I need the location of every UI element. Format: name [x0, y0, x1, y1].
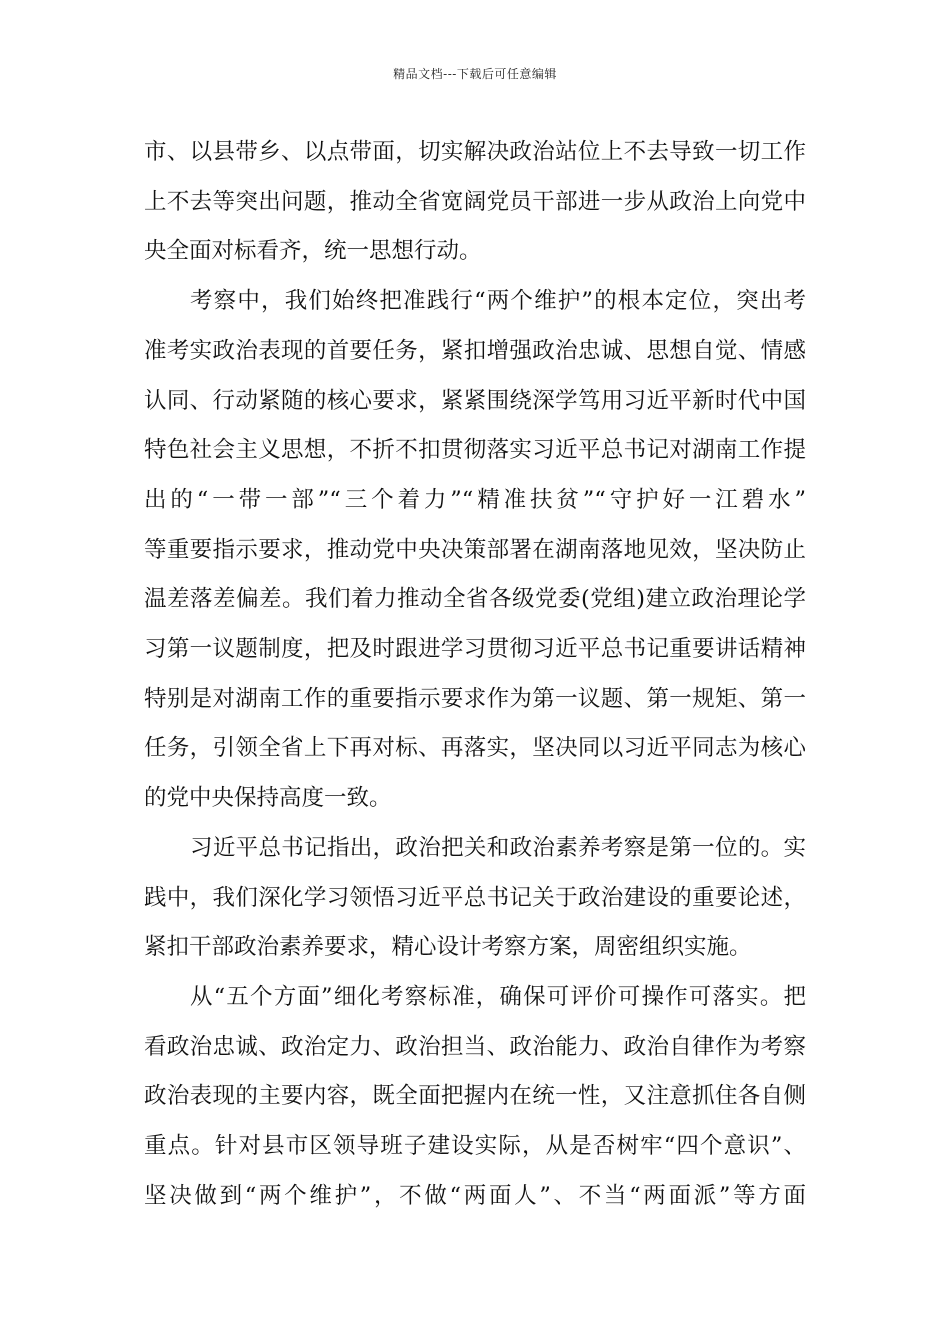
text-line: 认同、行动紧随的核心要求，紧紧围绕深学笃用习近平新时代中国 [144, 388, 806, 414]
text-line: 等重要指示要求，推动党中央决策部署在湖南落地见效，坚决防止 [144, 537, 806, 563]
text-line: 的党中央保持高度一致。 [144, 785, 392, 811]
text-line: 从“五个方面”细化考察标准，确保可评价可操作可落实。把 [190, 984, 806, 1010]
text-line: 习第一议题制度，把及时跟进学习贯彻习近平总书记重要讲话精神 [144, 636, 806, 662]
text-line: 市、以县带乡、以点带面，切实解决政治站位上不去导致一切工作 [144, 139, 806, 165]
text-line: 考察中，我们始终把准践行“两个维护”的根本定位，突出考 [190, 288, 806, 314]
text-line: 温差落差偏差。我们着力推动全省各级党委(党组)建立政治理论学 [144, 586, 806, 612]
text-line: 践中，我们深化学习领悟习近平总书记关于政治建设的重要论述， [144, 885, 806, 911]
text-line: 政治表现的主要内容，既全面把握内在统一性，又注意抓住各自侧 [144, 1083, 806, 1109]
page-header: 精品文档---下载后可任意编辑 [393, 67, 557, 81]
text-line: 上不去等突出问题，推动全省宽阔党员干部进一步从政治上向党中 [144, 189, 806, 215]
text-line: 准考实政治表现的首要任务，紧扣增强政治忠诚、思想自觉、情感 [144, 338, 806, 364]
text-line: 任务，引领全省上下再对标、再落实，坚决同以习近平同志为核心 [144, 735, 806, 761]
text-line: 央全面对标看齐，统一思想行动。 [144, 238, 482, 264]
text-line: 习近平总书记指出，政治把关和政治素养考察是第一位的。实 [190, 835, 806, 861]
text-line: 看政治忠诚、政治定力、政治担当、政治能力、政治自律作为考察 [144, 1034, 806, 1060]
text-line: 出的“一带一部”“三个着力”“精准扶贫”“守护好一江碧水” [144, 487, 806, 513]
text-line: 特色社会主义思想，不折不扣贯彻落实习近平总书记对湖南工作提 [144, 437, 806, 463]
text-line: 特别是对湖南工作的重要指示要求作为第一议题、第一规矩、第一 [144, 686, 806, 712]
text-line: 重点。针对县市区领导班子建设实际，从是否树牢“四个意识”、 [144, 1133, 806, 1159]
text-line: 紧扣干部政治素养要求，精心设计考察方案，周密组织实施。 [144, 934, 752, 960]
text-line: 坚决做到“两个维护”，不做“两面人”、不当“两面派”等方面 [144, 1183, 806, 1209]
